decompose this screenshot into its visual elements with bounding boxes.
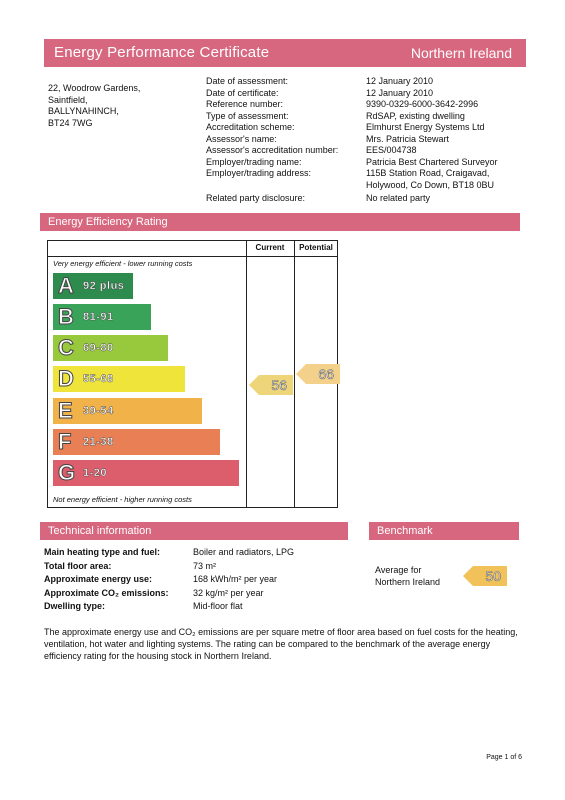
band-g [53,460,239,486]
current-rating-arrow [249,375,293,395]
technical-label: Approximate energy use: [44,574,153,584]
technical-labels [44,546,194,614]
detail-value: Patricia Best Chartered Surveyor [366,156,498,167]
band-range: 55-68 [83,373,114,385]
detail-label: Employer/trading name: [206,156,302,167]
bottom-note: Not energy efficient - higher running costs [53,495,192,504]
detail-value: 12 January 2010 [366,76,434,86]
details-labels [206,76,366,180]
header-row-line [47,256,338,257]
band-range: 39-54 [83,405,114,417]
page-number: Page 1 of 6 [486,754,522,761]
potential-column-header: Potential [299,243,333,252]
band-d [53,366,185,392]
technical-values [193,546,353,614]
property-address [48,83,198,129]
detail-value: 9390-0329-6000-3642-2996 [366,99,479,109]
technical-value: 73 m² [193,560,217,571]
band-letter: A [58,273,74,298]
potential-rating-arrow [296,364,340,384]
detail-value: Holywood, Co Down, BT18 0BU [366,179,495,190]
detail-label: Accreditation scheme: [206,122,295,132]
address-line: Saintfield, [48,94,88,105]
detail-label: Employer/trading address: [206,168,312,178]
benchmark-section-title: Benchmark [377,525,433,537]
band-a [53,273,133,299]
top-note: Very energy efficient - lower running costs [53,259,193,268]
benchmark-value: 50 [485,568,501,584]
band-b [53,304,151,330]
detail-label: Assessor's accreditation number: [206,145,339,155]
benchmark-section-bar [369,522,519,540]
technical-label: Total floor area: [44,560,112,571]
band-range: 1-20 [83,467,108,479]
detail-label: Date of certificate: [206,87,279,98]
technical-section-bar [40,522,348,540]
detail-value: 12 January 2010 [366,87,434,98]
column-divider [246,240,247,508]
current-rating-value: 56 [271,377,287,393]
footnote: The approximate energy use and CO₂ emissions are per square metre of floor area based on fuel costs for the heating, ventilation, hot water and lighting systems. The rating can be compared to the benchmark of the average energy efficiency rating for the housing stock in Northern Ireland. [44,627,518,661]
rating-section-title: Energy Efficiency Rating [48,216,168,228]
technical-value: 168 kWh/m² per year [193,574,278,584]
detail-value: 115B Station Road, Craigavad, [366,168,490,178]
address-line: 22, Woodrow Gardens, [48,83,141,93]
detail-label: Reference number: [206,99,284,109]
technical-section-title: Technical information [48,525,152,537]
benchmark-label-line: Average for [375,565,422,575]
potential-rating-value: 66 [318,366,334,382]
benchmark-arrow [463,566,507,586]
technical-value: Boiler and radiators, LPG [193,547,295,557]
band-range: 21-38 [83,436,114,448]
band-letter: F [58,429,72,454]
benchmark-label [375,564,440,588]
band-range: 69-80 [83,342,114,354]
certificate-title-bar [44,39,526,67]
band-letter: B [58,304,74,329]
address-line: BT24 7WG [48,117,93,128]
disclosure-label: Related party disclosure: [206,193,306,203]
detail-value: RdSAP, existing dwelling [366,110,465,121]
detail-value: Mrs. Patricia Stewart [366,133,450,144]
detail-label: Date of assessment: [206,76,289,86]
band-letter: C [58,335,74,360]
band-letter: G [58,460,76,485]
certificate-title: Energy Performance Certificate [54,44,270,61]
band-range: 92 plus [83,280,125,292]
disclosure-value: No related party [366,193,431,203]
details-values [366,76,536,191]
technical-label: Approximate CO₂ emissions: [44,587,169,598]
band-f [53,429,220,455]
detail-value: EES/004738 [366,145,417,155]
technical-value: 32 kg/m² per year [193,587,264,598]
technical-value: Mid-floor flat [193,601,243,611]
column-divider [294,240,295,508]
band-c [53,335,168,361]
band-letter: E [58,398,73,423]
rating-section-bar [40,213,520,231]
detail-label: Assessor's name: [206,133,277,144]
region-label: Northern Ireland [410,45,512,61]
current-column-header: Current [255,243,285,252]
band-letter: D [58,366,74,391]
address-line: BALLYNAHINCH, [48,106,119,116]
technical-label: Dwelling type: [44,601,106,611]
benchmark-label-line: Northern Ireland [375,577,441,587]
detail-label: Type of assessment: [206,110,289,121]
detail-value: Elmhurst Energy Systems Ltd [366,122,485,132]
band-range: 81-91 [83,311,114,323]
technical-label: Main heating type and fuel: [44,547,161,557]
band-e [53,398,202,424]
